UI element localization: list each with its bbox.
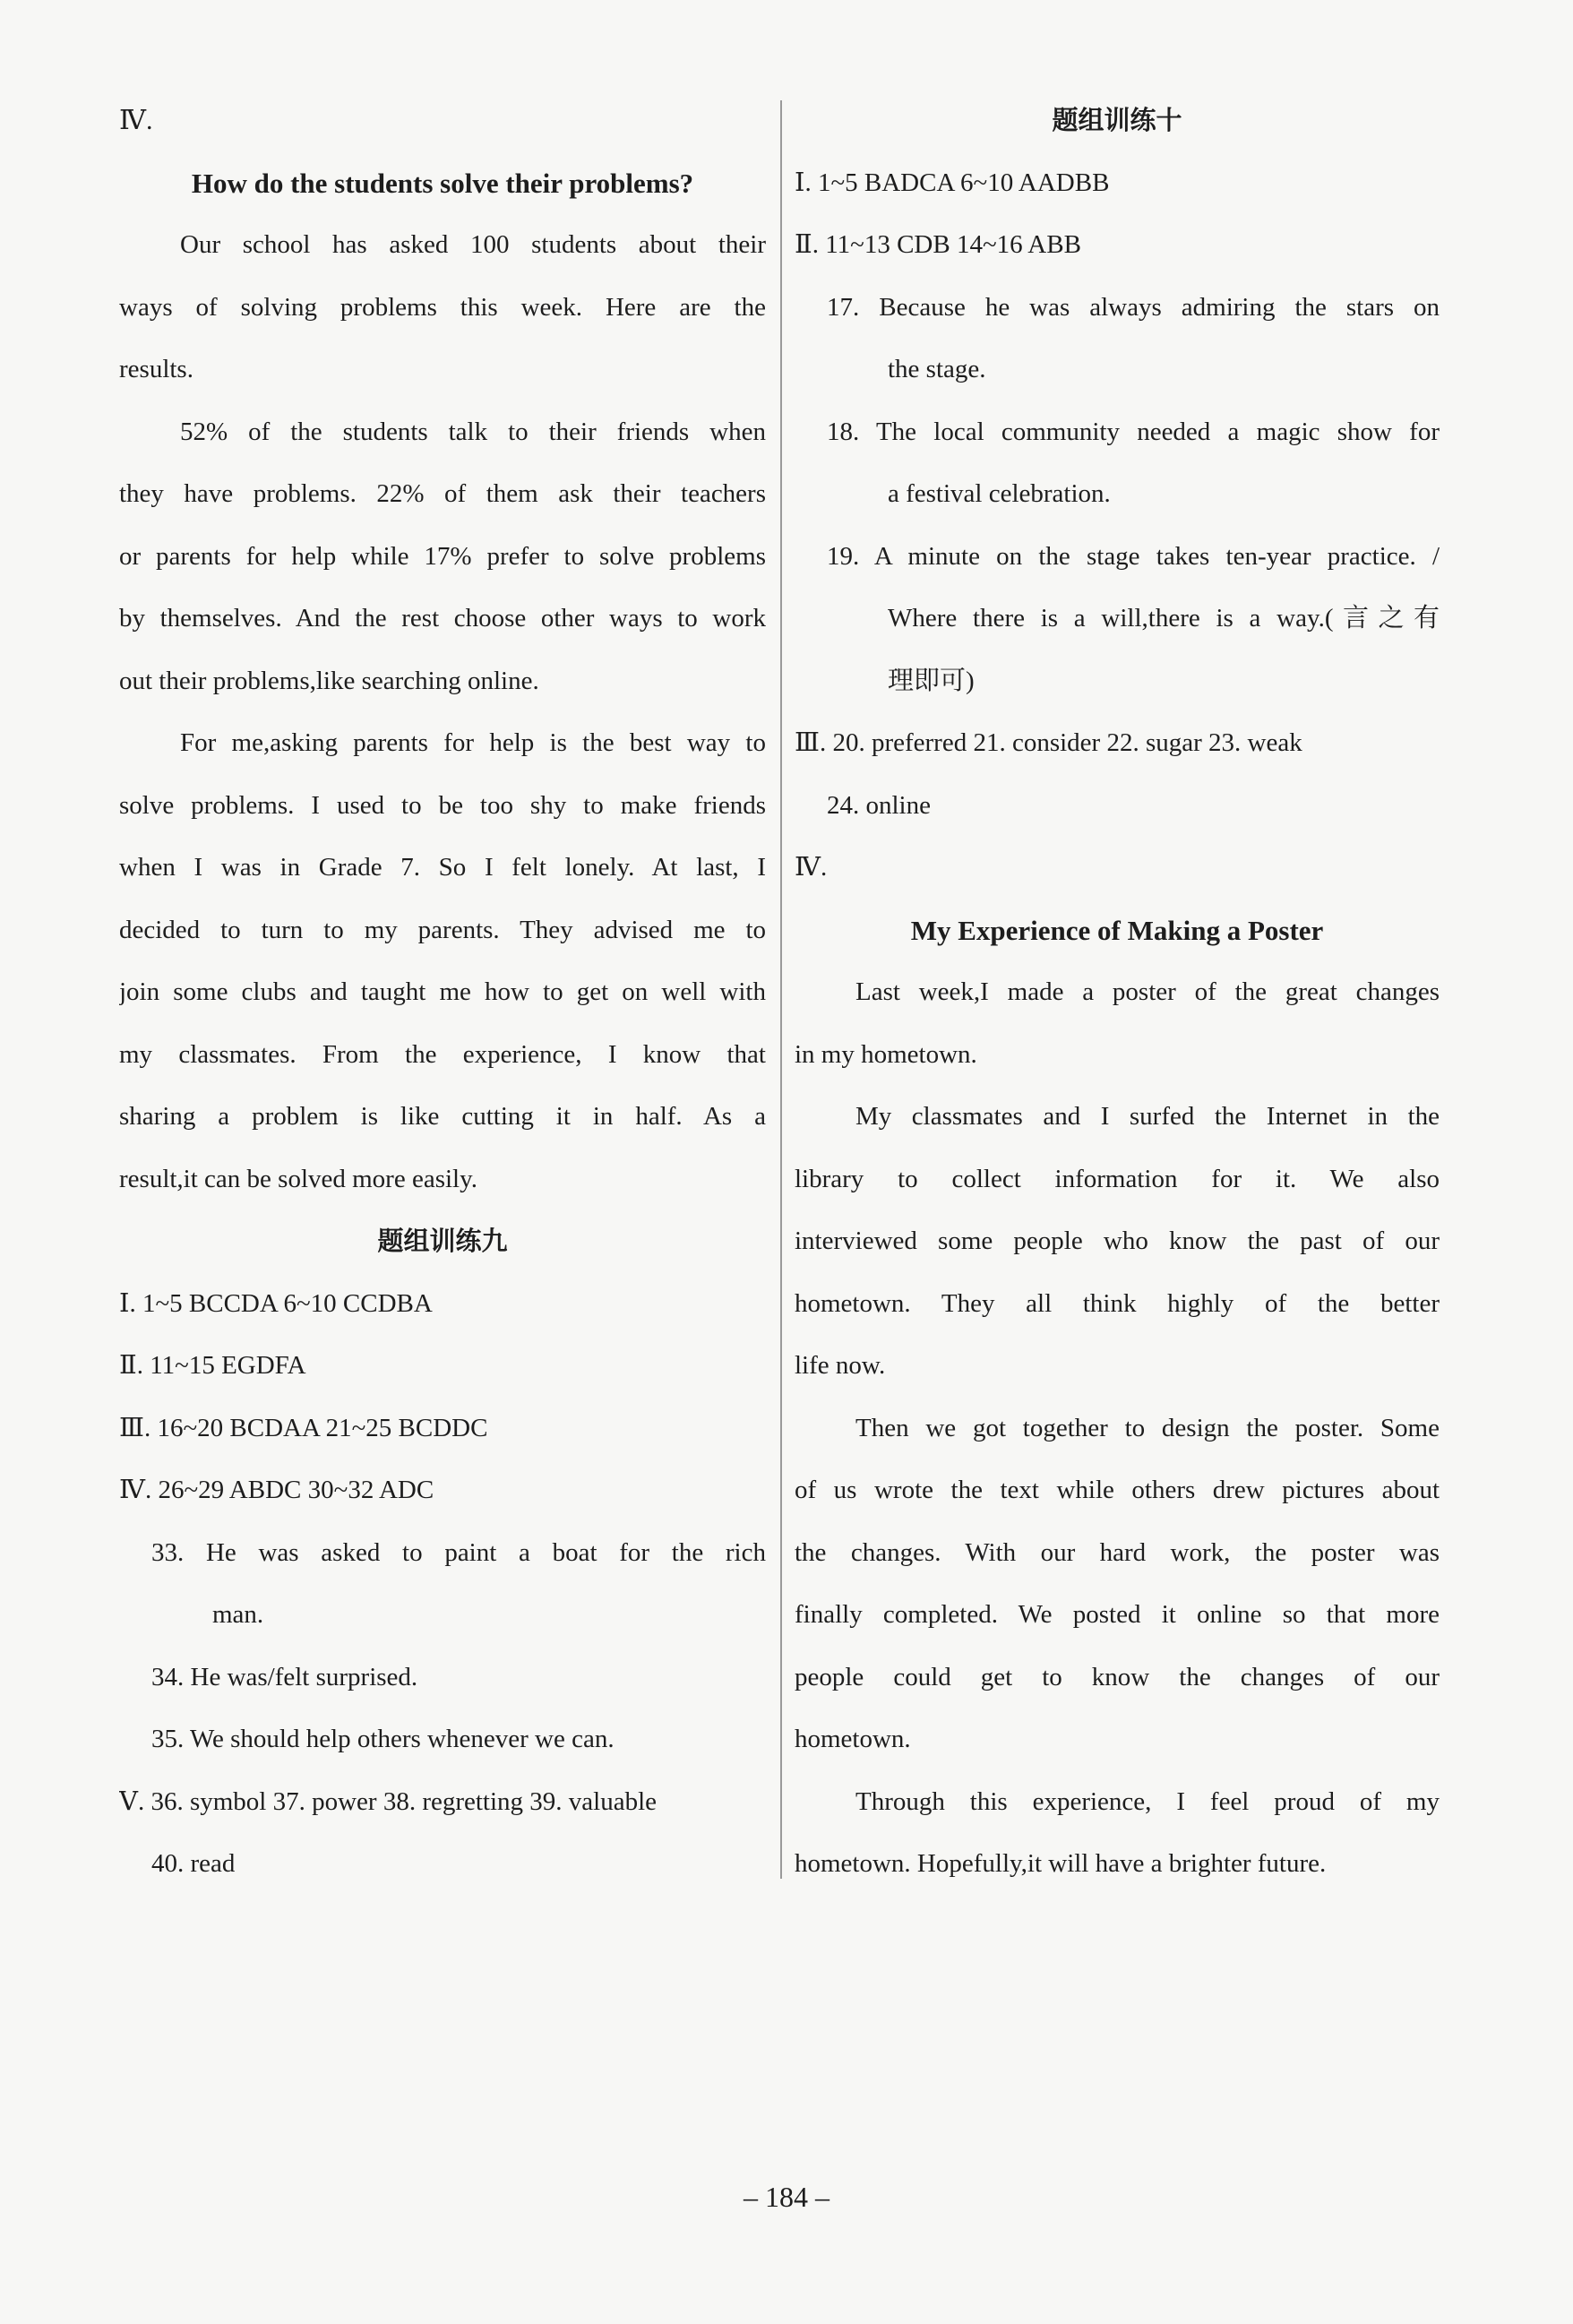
answer-line: Where there is a will,there is a way.(言之有: [888, 604, 1440, 633]
column-divider: [780, 100, 782, 1879]
answer-line: man.: [212, 1600, 264, 1629]
answer-line: Ⅳ. 26~29 ABDC 30~32 ADC: [119, 1476, 434, 1504]
text-line: 52% of the students talk to their friends when: [180, 417, 766, 446]
answer-line: Ⅰ. 1~5 BCCDA 6~10 CCDBA: [119, 1288, 433, 1318]
text-line: in my hometown.: [795, 1039, 977, 1069]
section-iv-label: Ⅳ.: [119, 106, 153, 135]
text-line: results.: [119, 355, 193, 383]
text-line: hometown.: [795, 1725, 911, 1753]
text-line: hometown. Hopefully,it will have a brighter future.: [795, 1849, 1327, 1878]
essay-body-left: [119, 214, 766, 1210]
answer-line: 18. The local community needed a magic show for: [827, 417, 1440, 446]
answer-line: 40. read: [151, 1849, 236, 1878]
essay-body-right: [795, 961, 1440, 1896]
text-line: by themselves. And the rest choose other ways to work: [119, 604, 766, 633]
text-line: solve problems. I used to be too shy to make friends: [119, 790, 766, 820]
text-line: of us wrote the text while others drew pictures about: [795, 1476, 1440, 1504]
answer-line: Ⅴ. 36. symbol 37. power 38. regretting 39. valuable: [119, 1786, 658, 1816]
page-number: – 184 –: [744, 2181, 829, 2213]
text-line: finally completed. We posted it online so that more: [795, 1600, 1440, 1629]
answer-line: 24. online: [827, 790, 931, 820]
text-line: Our school has asked 100 students about their: [180, 230, 766, 259]
left-column: [119, 90, 766, 1896]
text-line: interviewed some people who know the past of our: [795, 1227, 1440, 1255]
text-line: hometown. They all think highly of the better: [795, 1288, 1440, 1318]
text-line: My classmates and I surfed the Internet in the: [855, 1102, 1440, 1131]
text-line: they have problems. 22% of them ask their teachers: [119, 479, 766, 508]
text-line: join some clubs and taught me how to get on well with: [119, 977, 766, 1006]
text-line: ways of solving problems this week. Here are the: [119, 292, 766, 322]
answer-line: Ⅰ. 1~5 BADCA 6~10 AADBB: [795, 168, 1110, 197]
text-line: life now.: [795, 1351, 886, 1380]
answer-line: Ⅲ. 16~20 BCDAA 21~25 BCDDC: [119, 1413, 488, 1442]
text-line: Then we got together to design the poster. Some: [855, 1413, 1440, 1442]
text-line: out their problems,like searching online.: [119, 666, 539, 695]
text-line: result,it can be solved more easily.: [119, 1164, 477, 1193]
text-line: the changes. With our hard work, the poster was: [795, 1537, 1440, 1567]
answer-line: a festival celebration.: [888, 479, 1111, 508]
answer-line: 理即可): [888, 666, 975, 695]
text-line: or parents for help while 17% prefer to solve problems: [119, 541, 766, 571]
text-line: people could get to know the changes of our: [795, 1662, 1440, 1691]
text-line: my classmates. From the experience, I know that: [119, 1039, 766, 1069]
essay-title-left: How do the students solve their problems?: [191, 167, 694, 199]
section-9-title: 题组训练九: [377, 1226, 508, 1256]
answer-line: Ⅱ. 11~15 EGDFA: [119, 1351, 306, 1380]
answer-line: Ⅱ. 11~13 CDB 14~16 ABB: [795, 230, 1081, 259]
text-line: Last week,I made a poster of the great changes: [855, 977, 1440, 1006]
answer-line: Ⅳ.: [795, 853, 828, 882]
section-10-title: 题组训练十: [1052, 105, 1182, 135]
text-line: For me,asking parents for help is the best way to: [180, 728, 766, 757]
text-line: Through this experience, I feel proud of my: [855, 1786, 1440, 1816]
text-line: library to collect information for it. We also: [795, 1164, 1440, 1193]
text-line: when I was in Grade 7. So I felt lonely. At last, I: [119, 853, 766, 882]
text-line: decided to turn to my parents. They advised me to: [119, 915, 766, 944]
answer-line: 33. He was asked to paint a boat for the rich: [151, 1537, 766, 1567]
answer-line: 17. Because he was always admiring the stars on: [827, 292, 1440, 322]
answer-line: Ⅲ. 20. preferred 21. consider 22. sugar 23. weak: [795, 728, 1302, 757]
answer-line: the stage.: [888, 355, 986, 383]
right-column: [795, 90, 1440, 1896]
answer-line: 19. A minute on the stage takes ten-year practice. /: [827, 541, 1440, 571]
section-9-answers: [119, 1273, 766, 1896]
answer-line: 35. We should help others whenever we can.: [151, 1725, 615, 1753]
section-10-answers: [795, 152, 1440, 899]
essay-title-right: My Experience of Making a Poster: [910, 914, 1324, 946]
answer-line: 34. He was/felt surprised.: [151, 1662, 418, 1691]
text-line: sharing a problem is like cutting it in half. As a: [119, 1102, 766, 1131]
